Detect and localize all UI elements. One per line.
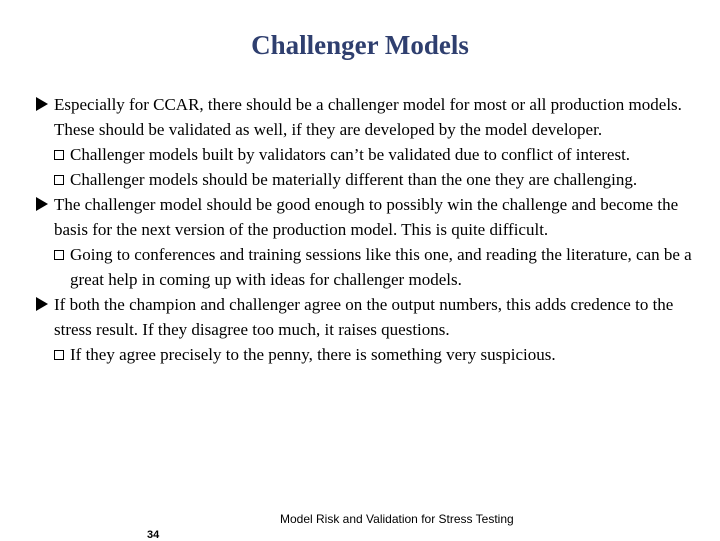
bullet-text: The challenger model should be good enough to possibly win the challenge and become the basis for the next version of the production model. This is quite difficult. <box>54 195 679 239</box>
checkbox-bullet-icon <box>54 342 70 367</box>
arrow-bullet-icon <box>36 292 54 318</box>
arrow-bullet-icon <box>36 192 54 218</box>
sub-bullet-text: If they agree precisely to the penny, there is something very suspicious. <box>70 345 556 364</box>
sub-bullet-text: Challenger models built by validators can’t be validated due to conflict of interest. <box>70 145 631 164</box>
bullet-item <box>36 192 696 242</box>
sub-bullet-item <box>54 342 696 367</box>
sub-bullet-item <box>54 167 696 192</box>
sub-bullet-text: Challenger models should be materially different than the one they are challenging. <box>70 170 638 189</box>
bullet-item <box>36 92 696 142</box>
page-number: 34 <box>147 529 160 541</box>
slide-title: Challenger Models <box>251 30 469 60</box>
sub-bullet-text: Going to conferences and training sessions like this one, and reading the literature, can be a great help in coming up with ideas for challenger models. <box>70 245 692 289</box>
slide-footer: Model Risk and Validation for Stress Testing <box>280 512 514 526</box>
slide-body <box>36 92 696 367</box>
bullet-text: If both the champion and challenger agree on the output numbers, this adds credence to the stress result. If they disagree too much, it raises questions. <box>54 295 674 339</box>
checkbox-bullet-icon <box>54 242 70 267</box>
arrow-bullet-icon <box>36 92 54 118</box>
checkbox-bullet-icon <box>54 167 70 192</box>
sub-bullet-item <box>54 242 696 292</box>
bullet-item <box>36 292 696 342</box>
bullet-text: Especially for CCAR, there should be a challenger model for most or all production models. These should be validated as well, if they are developed by the model developer. <box>54 95 682 139</box>
sub-bullet-item <box>54 142 696 167</box>
checkbox-bullet-icon <box>54 142 70 167</box>
